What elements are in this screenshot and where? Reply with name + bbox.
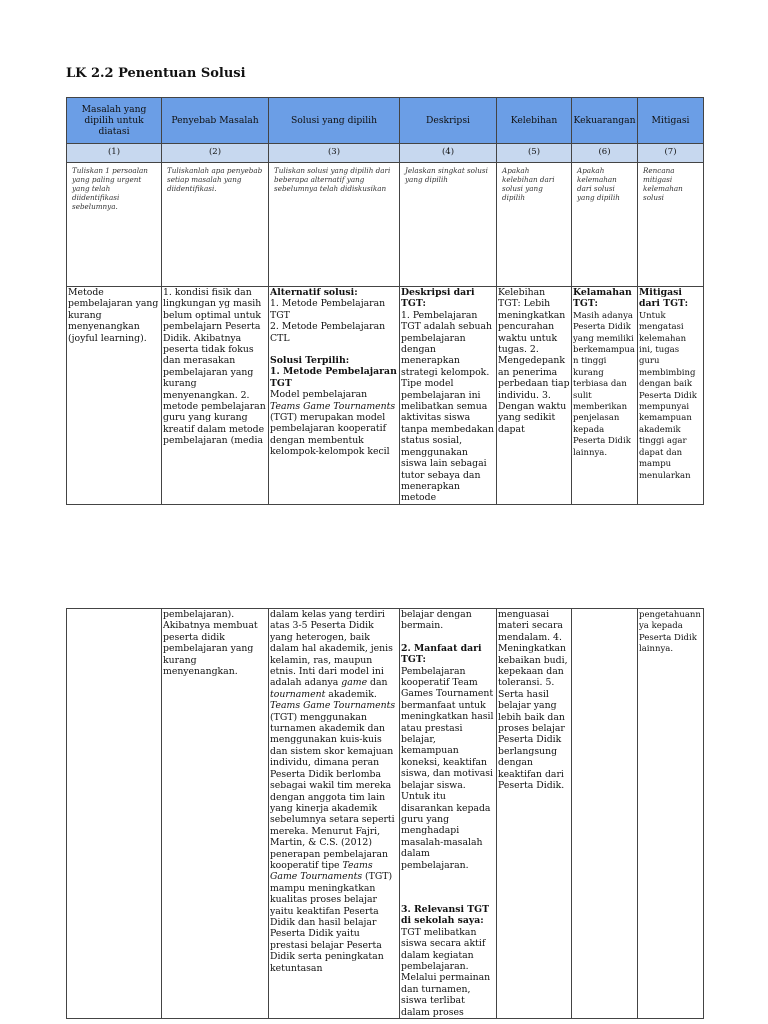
terpilih-item: 1. Metode Pembelajaran TGT [270, 366, 397, 389]
solusi-text-italic: Teams Game Tournaments [270, 400, 396, 412]
deskripsi-heading: Deskripsi dari TGT: [401, 287, 475, 310]
header-penyebab: Penyebab Masalah [162, 98, 269, 144]
masalah-cell [67, 609, 162, 1019]
number-row [67, 144, 704, 163]
content-row [67, 609, 704, 1019]
instruction-cell: Apakah kelebihan dari solusi yang dipilih [497, 163, 572, 287]
solusi-cell [269, 287, 400, 505]
penyebab-cell: pembelajaran). Akibatnya membuat peserta didik pembelajaran yang kurang menyenangkan. [162, 609, 269, 1019]
header-row [67, 98, 704, 144]
solusi-text-italic: Teams Game Tournaments [270, 859, 373, 883]
penyebab-cell: 1. kondisi fisik dan lingkungan yg masih belum optimal untuk pembelajarn Peserta Didik. Akibatnya peserta tidak fokus dan merasakan pembelajaran yang kurang menyenangkan. 2. metode pembelajaran guru yang kurang kreatif dalam metode pembelajaran (media [162, 287, 269, 505]
masalah-cell: Metode pembelajaran yang kurang menyenangkan (joyful learning). [67, 287, 162, 505]
solusi-text-italic: game [341, 677, 368, 689]
manfaat-heading: 2. Manfaat dari TGT: [401, 642, 482, 666]
solusi-text: (TGT) menggunakan turnamen akademik dan menggunakan kuis-kuis dan sistem skor kemajuan individu, dimana peran Peserta Didik berlomba sebagai wakil tim mereka dengan anggota tim lain yang kinerja akademik sebelumnya setara seperti mereka. Menurut Fajri, Martin, & C.S. (2012) penerapan pembelajaran kooperatif tipe [270, 711, 395, 871]
solusi-text: (TGT) mampu meningkatkan kualitas proses belajar yaitu keaktifan Peserta Didik dan hasil belajar Peserta Didik yaitu prestasi belajar Peserta Didik serta peningkatan ketuntasan [270, 871, 393, 974]
header-masalah: Masalah yang dipilih untuk diatasi [67, 98, 162, 144]
solusi-text-italic: Teams Game Tournaments [270, 700, 396, 712]
column-number: (5) [497, 144, 572, 163]
instruction-cell: Tuliskan solusi yang dipilih dari beberapa alternatif yang sebelumnya telah didiskusikan [269, 163, 400, 287]
kekurangan-heading: Kelamahan TGT: [573, 287, 632, 310]
column-number: (7) [638, 144, 704, 163]
kelebihan-cell: Kelebihan TGT: Lebih meningkatkan pencurahan waktu untuk tugas. 2. Mengedepankan penerima perbedaan tiap individu. 3. Dengan waktu yang sedikit dapat [497, 287, 572, 505]
page-title: LK 2.2 Penentuan Solusi [66, 66, 246, 81]
deskripsi-cell [400, 609, 497, 1019]
header-solusi: Solusi yang dipilih [269, 98, 400, 144]
solusi-text: akademik. [325, 688, 377, 700]
alternatif-item: 1. Metode Pembelajaran TGT [270, 298, 386, 321]
deskripsi-text: 1. Pembelajaran TGT adalah sebuah pembelajaran dengan menerapkan strategi kelompok. Tipe model pembelajaran ini melibatkan semua aktivitas siswa tanpa membedakan status sosial, menggunakan siswa lain sebagai tutor sebaya dan menerapkan metode [401, 309, 494, 504]
column-number: (6) [572, 144, 638, 163]
instruction-cell: Apakah kelemahan dari solusi yang dipilih [572, 163, 638, 287]
solution-table-page-1 [66, 97, 704, 505]
terpilih-heading: Solusi Terpilih: [270, 355, 350, 367]
content-row [67, 287, 704, 505]
header-mitigasi: Mitigasi [638, 98, 704, 144]
kekurangan-cell [572, 609, 638, 1019]
mitigasi-text: pengetahuannya kepada Peserta Didik lainnya. [639, 610, 701, 655]
instruction-cell: Jelaskan singkat solusi yang dipilih [400, 163, 497, 287]
alternatif-item: 2. Metode Pembelajaran CTL [270, 321, 386, 344]
mitigasi-cell [638, 287, 704, 505]
mitigasi-text: Untuk mengatasi kelemahan ini, tugas guru membimbing dengan baik Peserta Didik mempunyai kemampuan akademik tinggi agar dapat dan mampu menularkan [639, 310, 697, 481]
kekurangan-cell [572, 287, 638, 505]
solusi-text-italic: tournament [270, 688, 326, 700]
alternatif-heading: Alternatif solusi: [270, 287, 358, 298]
instruction-cell: Tuliskanlah apa penyebab setiap masalah yang diidentifikasi. [162, 163, 269, 287]
deskripsi-cell [400, 287, 497, 505]
solusi-text: (TGT) merupakan model pembelajaran kooperatif dengan membentuk kelompok-kelompok kecil [270, 412, 390, 458]
mitigasi-heading: Mitigasi dari TGT: [639, 287, 689, 310]
column-number: (1) [67, 144, 162, 163]
solusi-text: dalam kelas yang terdiri atas 3-5 Peserta Didik yang heterogen, baik dalam hal akademik, jenis kelamin, ras, maupun etnis. Inti dari model ini adalah adanya [270, 609, 393, 689]
instruction-row [67, 163, 704, 287]
header-deskripsi: Deskripsi [400, 98, 497, 144]
solusi-cell [269, 609, 400, 1019]
instruction-cell: Tuliskan 1 persoalan yang paling urgent yang telah diidentifikasi sebelumnya. [67, 163, 162, 287]
header-kelebihan: Kelebihan [497, 98, 572, 144]
column-number: (4) [400, 144, 497, 163]
column-number: (2) [162, 144, 269, 163]
instruction-cell: Rencana mitigasi kelemahan solusi [638, 163, 704, 287]
deskripsi-text: belajar dengan bermain. [401, 609, 472, 632]
kekurangan-text: Masih adanya Peserta Didik yang memiliki berkemampuan tinggi kurang terbiasa dan sulit memberikan penjelasan kepada Peserta Didik lainnya. [573, 310, 635, 458]
mitigasi-cell [638, 609, 704, 1019]
kelebihan-cell: menguasai materi secara mendalam. 4. Meningkatkan kebaikan budi, kepekaan dan toleransi. 5. Serta hasil belajar yang lebih baik dan proses belajar Peserta Didik berlangsung dengan keaktifan dari Peserta Didik. [497, 609, 572, 1019]
solusi-text: dan [367, 677, 388, 689]
header-kekurangan: Kekuarangan [572, 98, 638, 144]
solusi-text: Model pembelajaran [270, 389, 368, 401]
manfaat-text: Pembelajaran kooperatif Team Games Tournament bermanfaat untuk meningkatkan hasil atau prestasi belajar, kemampuan koneksi, keaktifan siswa, dan motivasi belajar siswa. Untuk itu disarankan kepada guru yang menghadapi masalah-masalah dalam pembelajaran. [401, 665, 494, 871]
relevansi-text: TGT melibatkan siswa secara aktif dalam kegiatan pembelajaran. Melalui permainan dan turnamen, siswa terlibat dalam proses [401, 926, 491, 1018]
column-number: (3) [269, 144, 400, 163]
relevansi-heading: 3. Relevansi TGT di sekolah saya: [401, 903, 489, 927]
solution-table-page-2 [66, 608, 704, 1019]
